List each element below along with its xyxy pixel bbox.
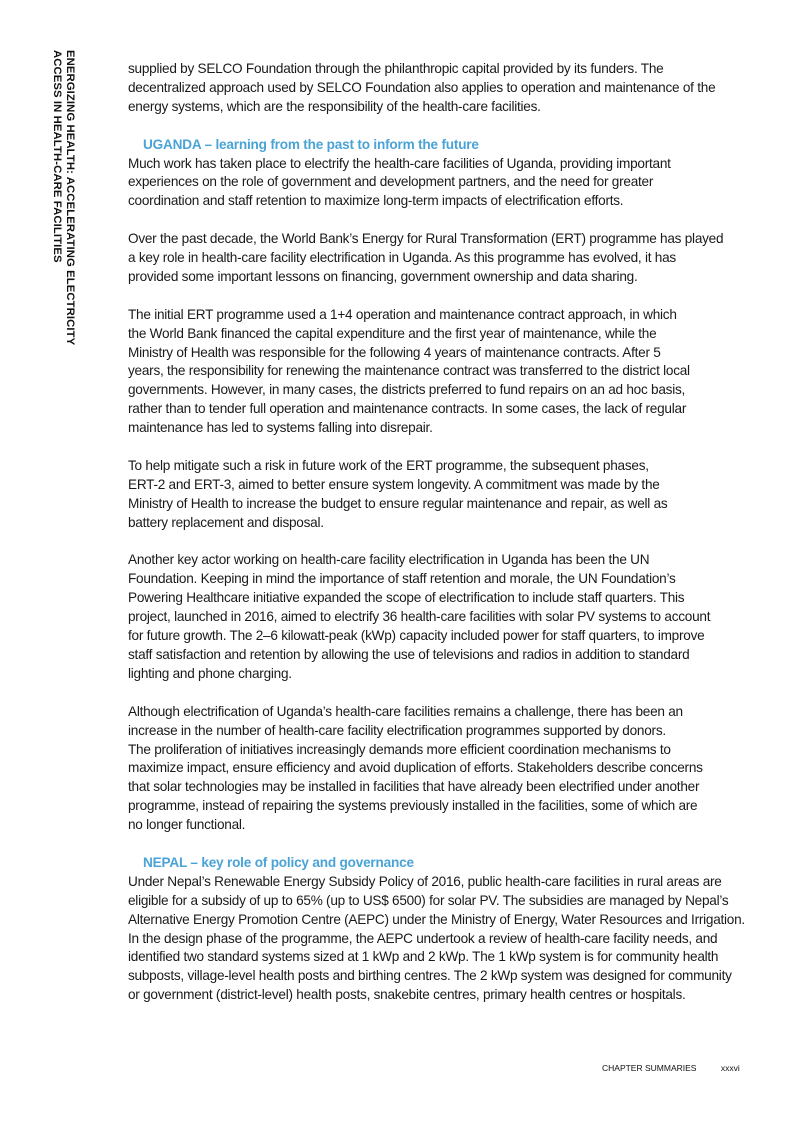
uganda-paragraph-2 <box>128 230 748 287</box>
text-line: or government (district-level) health posts, snakebite centres, primary health centres or hospitals. <box>128 987 686 1003</box>
uganda-paragraph-4 <box>128 457 748 533</box>
intro-paragraph <box>128 60 748 117</box>
text-line: a key role in health-care facility electrification in Uganda. As this programme has evolved, it has <box>128 250 676 266</box>
text-line: governments. However, in many cases, the districts preferred to fund repairs on an ad hoc basis, <box>128 382 686 398</box>
side-title-text <box>50 50 76 345</box>
footer-section-label: CHAPTER SUMMARIES <box>602 1063 697 1073</box>
text-line: that solar technologies may be installed in facilities that have already been electrified under another <box>128 779 700 795</box>
text-line: Another key actor working on health-care facility electrification in Uganda has been the UN <box>128 552 650 568</box>
text-line: maintenance has led to systems falling into disrepair. <box>128 420 433 436</box>
text-line: The proliferation of initiatives increasingly demands more efficient coordination mechanisms to <box>128 741 671 757</box>
nepal-heading: NEPAL – key role of policy and governance <box>143 854 414 870</box>
uganda-paragraph-6 <box>128 703 748 835</box>
text-line: energy systems, which are the responsibility of the health-care facilities. <box>128 98 541 114</box>
text-line: rather than to tender full operation and maintenance contracts. In some cases, the lack of regular <box>128 401 687 417</box>
text-line: identified two standard systems sized at 1 kWp and 2 kWp. The 1 kWp system is for community health <box>128 949 719 965</box>
uganda-paragraph-1 <box>128 155 748 212</box>
text-line: the World Bank financed the capital expenditure and the first year of maintenance, while the <box>128 325 657 341</box>
side-title-line-2: ACCESS IN HEALTH-CARE FACILITIES <box>51 50 63 263</box>
side-title-line-1: ENERGIZING HEALTH: ACCELERATING ELECTRICITY <box>64 50 76 346</box>
text-line: To help mitigate such a risk in future work of the ERT programme, the subsequent phases, <box>128 457 649 473</box>
text-line: coordination and staff retention to maximize long-term impacts of electrification efforts. <box>128 193 624 209</box>
text-line: no longer functional. <box>128 817 246 833</box>
text-line: increase in the number of health-care facility electrification programmes supported by donors. <box>128 722 666 738</box>
uganda-heading: UGANDA – learning from the past to inform the future <box>143 136 479 152</box>
text-line: Alternative Energy Promotion Centre (AEPC) under the Ministry of Energy, Water Resources and Irrigation. <box>128 911 745 927</box>
text-line: programme, instead of repairing the systems previously installed in the facilities, some of which are <box>128 798 698 814</box>
uganda-paragraph-3 <box>128 306 748 438</box>
text-line: Ministry of Health was responsible for the following 4 years of maintenance contracts. After 5 <box>128 344 661 360</box>
text-line: lighting and phone charging. <box>128 665 292 681</box>
text-line: Much work has taken place to electrify the health-care facilities of Uganda, providing important <box>128 155 671 171</box>
text-line: Foundation. Keeping in mind the importance of staff retention and morale, the UN Foundation’s <box>128 571 676 587</box>
uganda-paragraph-5 <box>128 551 748 683</box>
text-line: Powering Healthcare initiative expanded the scope of electrification to include staff quarters. This <box>128 590 685 606</box>
text-line: decentralized approach used by SELCO Foundation also applies to operation and maintenance of the <box>128 79 716 95</box>
page-body <box>128 60 748 1024</box>
text-line: ERT-2 and ERT-3, aimed to better ensure system longevity. A commitment was made by the <box>128 476 660 492</box>
nepal-paragraph-1 <box>128 873 748 1005</box>
text-line: supplied by SELCO Foundation through the philanthropic capital provided by its funders. The <box>128 61 664 76</box>
page-footer <box>602 1063 740 1073</box>
text-line: eligible for a subsidy of up to 65% (up to US$ 6500) for solar PV. The subsidies are managed by Nepal’s <box>128 892 729 908</box>
page-number: xxxvi <box>720 1063 740 1073</box>
text-line: subposts, village-level health posts and birthing centres. The 2 kWp system was designed for community <box>128 968 732 984</box>
text-line: years, the responsibility for renewing the maintenance contract was transferred to the district local <box>128 363 690 379</box>
text-line: In the design phase of the programme, the AEPC undertook a review of health-care facility needs, and <box>128 930 718 946</box>
text-line: Although electrification of Uganda’s health-care facilities remains a challenge, there has been an <box>128 703 683 719</box>
text-line: Over the past decade, the World Bank’s Energy for Rural Transformation (ERT) programme has played <box>128 231 724 247</box>
text-line: staff satisfaction and retention by allowing the use of televisions and radios in addition to standard <box>128 647 690 663</box>
text-line: The initial ERT programme used a 1+4 operation and maintenance contract approach, in which <box>128 306 677 322</box>
text-line: project, launched in 2016, aimed to electrify 36 health-care facilities with solar PV systems to account <box>128 609 711 625</box>
text-line: Under Nepal’s Renewable Energy Subsidy Policy of 2016, public health-care facilities in rural areas are <box>128 873 722 889</box>
running-side-title <box>48 50 88 350</box>
text-line: Ministry of Health to increase the budget to ensure regular maintenance and repair, as well as <box>128 495 668 511</box>
text-line: for future growth. The 2–6 kilowatt-peak (kWp) capacity included power for staff quarters, to improve <box>128 628 705 644</box>
text-line: maximize impact, ensure efficiency and avoid duplication of efforts. Stakeholders describe concerns <box>128 760 703 776</box>
text-line: battery replacement and disposal. <box>128 514 324 530</box>
text-line: provided some important lessons on financing, government ownership and data sharing. <box>128 268 638 284</box>
text-line: experiences on the role of government and development partners, and the need for greater <box>128 174 654 190</box>
